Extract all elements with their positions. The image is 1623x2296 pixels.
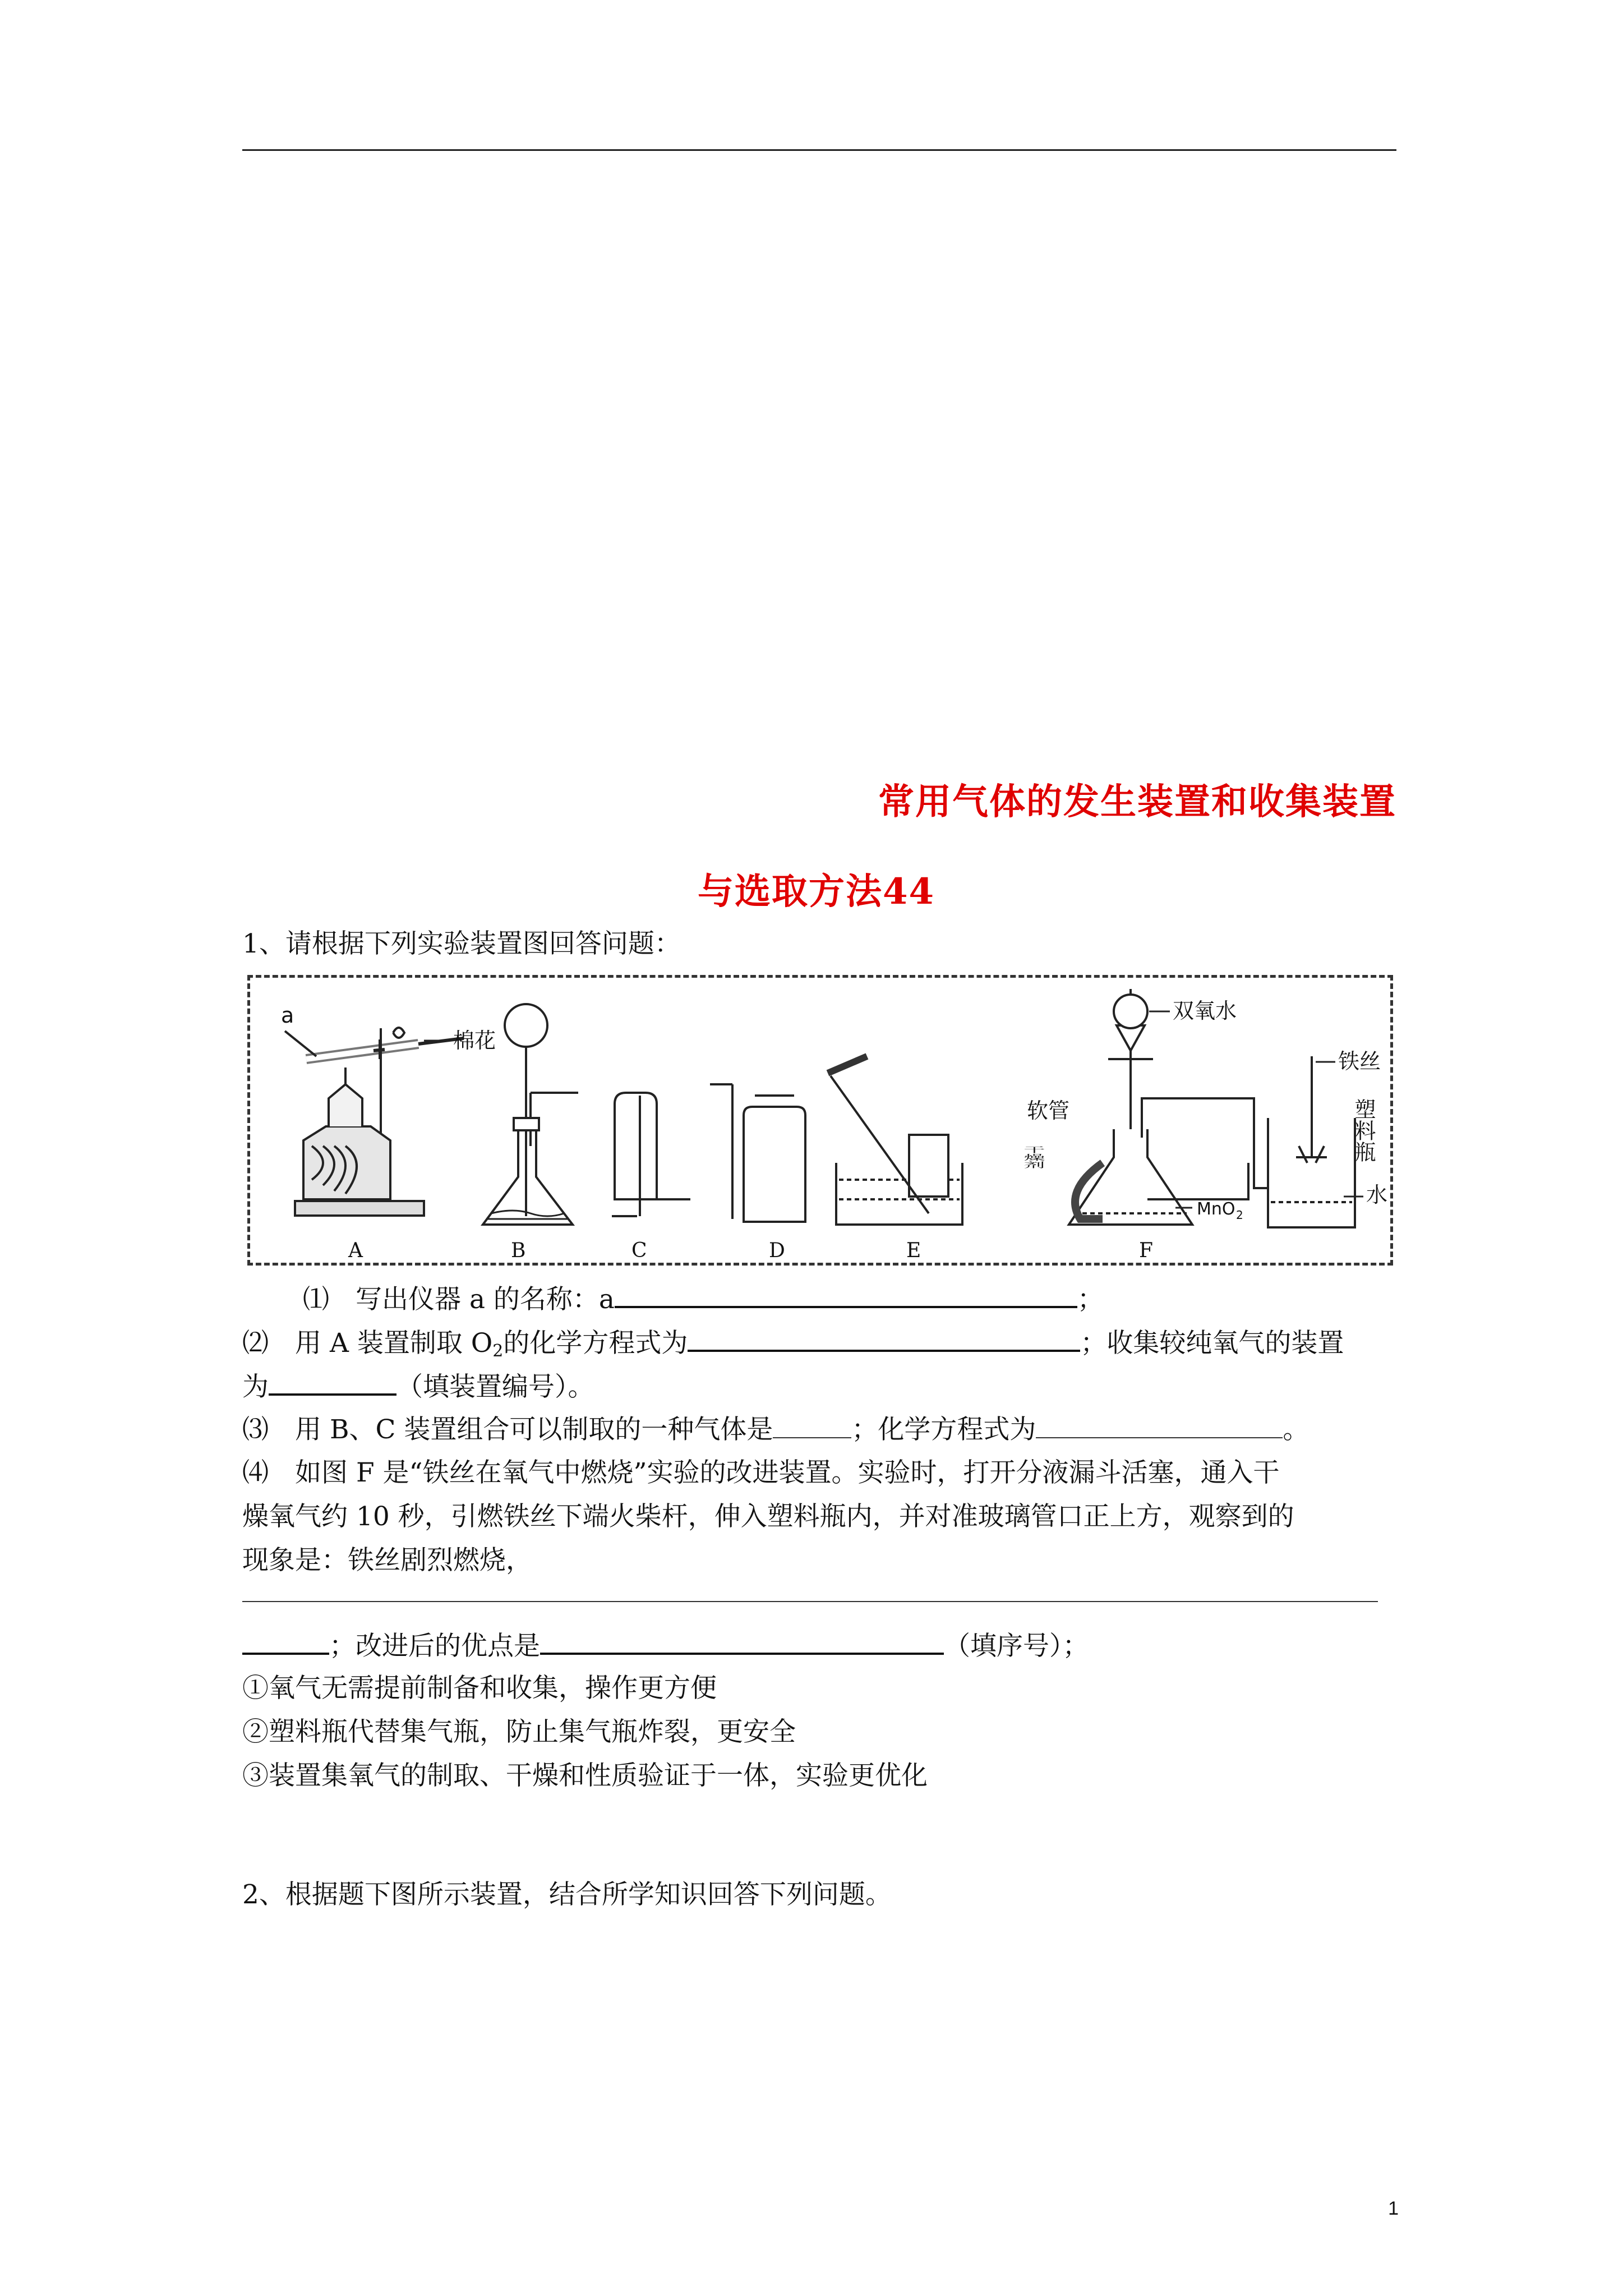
label-soft-tube: 软管 [1027, 1098, 1070, 1123]
apparatus-a-drawing [285, 1028, 463, 1216]
q2-prompt: 2、根据题下图所示装置，结合所学知识回答下列问题。 [242, 1879, 892, 1910]
option-3: ③装置集氧气的制取、干燥和性质验证于一体，实验更优化 [242, 1760, 928, 1791]
page-number: 1 [1388, 2198, 1399, 2219]
label-mno2: MnO [1197, 1199, 1235, 1219]
q1-part2-text-b: 的化学方程式为 [503, 1328, 688, 1359]
apparatus-c-drawing [612, 1093, 690, 1216]
q1-part2-text-c: ；收集较纯氧气的装置 [1080, 1328, 1344, 1359]
label-a: a [281, 1003, 294, 1028]
answer-blank-p4-advantage[interactable] [540, 1628, 944, 1655]
apparatus-e-drawing [828, 1056, 962, 1225]
title-line-1: 常用气体的发生装置和收集装置 [878, 781, 1396, 823]
q1-part3-text-c: 。 [1283, 1414, 1310, 1445]
q1-part2-cont [242, 1369, 594, 1404]
apparatus-f-drawing [1069, 989, 1355, 1227]
title-line-2: 与选取方法44 [698, 871, 935, 913]
q1-part1 [303, 1281, 1104, 1317]
q1-part3-text-b: ；化学方程式为 [851, 1414, 1036, 1445]
apparatus-drawing [250, 978, 1396, 1268]
answer-blank-p4-phenomenon[interactable] [242, 1601, 1378, 1602]
answer-blank-p3-gas[interactable] [773, 1412, 851, 1438]
option-1: ①氧气无需提前制备和收集，操作更方便 [242, 1673, 717, 1704]
label-apparatus-f: F [1139, 1239, 1153, 1262]
header-rule [242, 149, 1396, 151]
q1-part2-text-a: ⑵ 用 A 装置制取 O [242, 1328, 493, 1359]
label-apparatus-a: A [348, 1239, 363, 1262]
q1-part4-line1: ⑷ 如图 F 是“铁丝在氧气中燃烧”实验的改进装置。实验时，打开分液漏斗活塞，通入干 [242, 1457, 1280, 1488]
q1-part4-text-a: ；改进后的优点是 [329, 1631, 540, 1662]
label-plastic-bottle: 塑料瓶 [1351, 1098, 1376, 1162]
q1-part4-line3: 现象是：铁丝剧烈燃烧， [242, 1545, 532, 1576]
answer-blank-p2-device[interactable] [269, 1369, 396, 1396]
label-iron-wire: 铁丝 [1338, 1049, 1381, 1074]
q1-prompt: 1、请根据下列实验装置图回答问题： [242, 928, 681, 959]
q1-part3 [242, 1412, 1309, 1447]
q1-part4-line4 [242, 1628, 1089, 1663]
q1-part2-text-d: 为 [242, 1372, 269, 1402]
label-water: 水 [1366, 1182, 1388, 1207]
apparatus-d-drawing [710, 1084, 805, 1222]
label-cotton: 棉花 [453, 1028, 496, 1053]
answer-blank-p4-phenomenon-end[interactable] [242, 1628, 329, 1655]
q1-part4-text-b: （填序号）； [944, 1631, 1089, 1662]
answer-blank-p1[interactable] [615, 1281, 1077, 1308]
q1-part3-text-a: ⑶ 用 B、C 装置组合可以制取的一种气体是 [242, 1414, 773, 1445]
apparatus-b-drawing [483, 1004, 578, 1225]
q1-part4-line2: 燥氧气约 10 秒，引燃铁丝下端火柴杆，伸入塑料瓶内，并对准玻璃管口正上方，观察到的 [242, 1501, 1294, 1532]
answer-blank-p3-equation[interactable] [1036, 1412, 1283, 1438]
label-mno2-sub: 2 [1236, 1208, 1243, 1222]
apparatus-figure [247, 975, 1393, 1266]
q1-part2-subscript: 2 [492, 1341, 504, 1361]
q1-part1-end: ； [1077, 1284, 1104, 1315]
q1-part2-text-e: （填装置编号）。 [396, 1372, 594, 1402]
q1-part2 [242, 1325, 1344, 1368]
label-apparatus-d: D [769, 1239, 785, 1262]
q1-part1-text: ⑴ 写出仪器 a 的名称：a [303, 1284, 615, 1315]
label-apparatus-b: B [511, 1239, 526, 1262]
option-2: ②塑料瓶代替集气瓶，防止集气瓶炸裂，更安全 [242, 1717, 796, 1747]
label-apparatus-e: E [906, 1239, 921, 1262]
label-desiccant: 干燥剂 [1020, 1146, 1045, 1210]
answer-blank-p2-equation[interactable] [688, 1325, 1080, 1352]
label-apparatus-c: C [631, 1239, 647, 1262]
label-h2o2: 双氧水 [1173, 999, 1237, 1023]
